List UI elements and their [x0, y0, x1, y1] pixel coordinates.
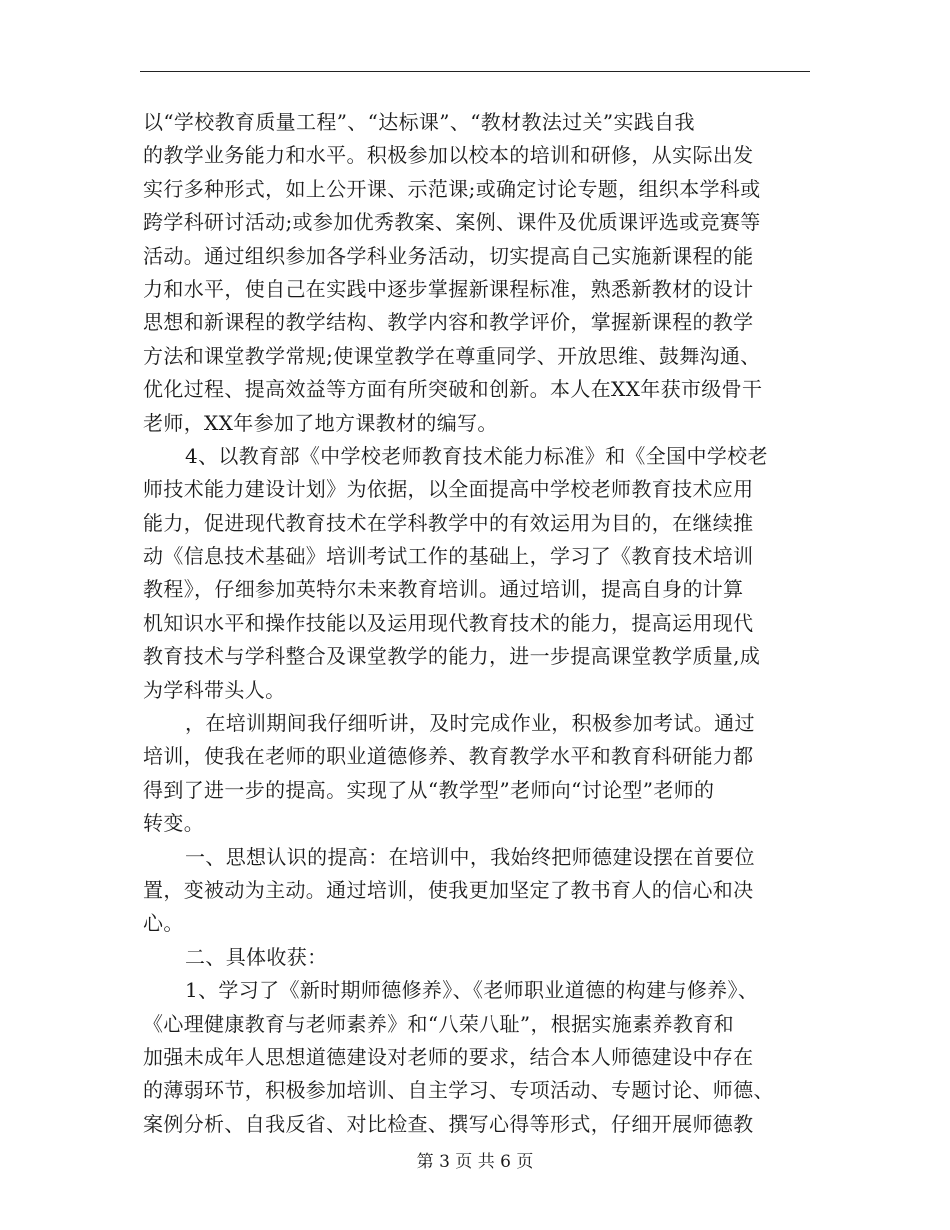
text-line: 得到了进一步的提高。实现了从“教学型”老师向“讨论型”老师的	[143, 777, 715, 802]
text-line: 4、以教育部《中学校老师教育技术能力标准》和《全国中学校老	[185, 443, 768, 468]
text-line: 转变。	[143, 811, 205, 836]
text-line: 方法和课堂教学常规;使课堂教学在尊重同学、开放思维、鼓舞沟通、	[143, 343, 761, 368]
text-line: ，在培训期间我仔细听讲，及时完成作业，积极参加考试。通过	[185, 711, 755, 736]
text-line: 的薄弱环节，积极参加培训、自主学习、专项活动、专题讨论、师德、	[143, 1078, 774, 1103]
text-line: 教育技术与学科整合及课堂教学的能力，进一步提高课堂教学质量,成	[143, 644, 761, 669]
text-line: 心。	[143, 911, 184, 936]
text-line: 能力，促进现代教育技术在学科教学中的有效运用为目的，在继续推	[143, 510, 754, 535]
text-line: 置，变被动为主动。通过培训，使我更加坚定了教书育人的信心和决	[143, 877, 754, 902]
text-line: 为学科带头人。	[143, 677, 286, 702]
text-line: 培训，使我在老师的职业道德修养、教育教学水平和教育科研能力都	[143, 744, 754, 769]
text-line: 活动。通过组织参加各学科业务活动，切实提高自己实施新课程的能	[143, 243, 754, 268]
header-rule	[140, 71, 810, 72]
text-line: 以“学校教育质量工程”、“达标课”、“教材教法过关”实践自我	[143, 110, 695, 134]
text-line: 跨学科研讨活动;或参加优秀教案、案例、课件及优质课评选或竞赛等	[143, 210, 761, 235]
text-line: 动《信息技术基础》培训考试工作的基础上，学习了《教育技术培训	[143, 544, 754, 569]
text-line: 的教学业务能力和水平。积极参加以校本的培训和研修，从实际出发	[143, 143, 754, 168]
text-line: 实行多种形式，如上公开课、示范课;或确定讨论专题，组织本学科或	[143, 176, 761, 201]
text-line: 教程》，仔细参加英特尔未来教育培训。通过培训，提高自身的计算	[143, 577, 744, 602]
text-line: 案例分析、自我反省、对比检查、撰写心得等形式，仔细开展师德教	[143, 1111, 754, 1136]
text-line: 加强未成年人思想道德建设对老师的要求，结合本人师德建设中存在	[143, 1044, 754, 1069]
page-footer: 第 3 页 共 6 页	[416, 1152, 534, 1172]
document-body	[143, 106, 813, 1141]
text-line: 1、学习了《新时期师德修养》、《老师职业道德的构建与修养》、	[185, 978, 759, 1003]
text-line: 思想和新课程的教学结构、教学内容和教学评价，掌握新课程的教学	[143, 310, 754, 335]
text-line: 一、思想认识的提高：在培训中，我始终把师德建设摆在首要位	[185, 844, 755, 869]
text-line: 优化过程、提高效益等方面有所突破和创新。本人在XX年获市级骨干	[143, 377, 763, 402]
text-line: 《心理健康教育与老师素养》和“八荣八耻”，根据实施素养教育和	[143, 1011, 734, 1036]
text-line: 力和水平，使自己在实践中逐步掌握新课程标准，熟悉新教材的设计	[143, 276, 754, 301]
text-line: 二、具体收获：	[185, 944, 328, 969]
text-line: 机知识水平和操作技能以及运用现代教育技术的能力，提高运用现代	[143, 610, 754, 635]
text-line: 师技术能力建设计划》为依据，以全面提高中学校老师教育技术应用	[143, 477, 754, 502]
text-line: 老师，XX年参加了地方课教材的编写。	[143, 410, 498, 435]
